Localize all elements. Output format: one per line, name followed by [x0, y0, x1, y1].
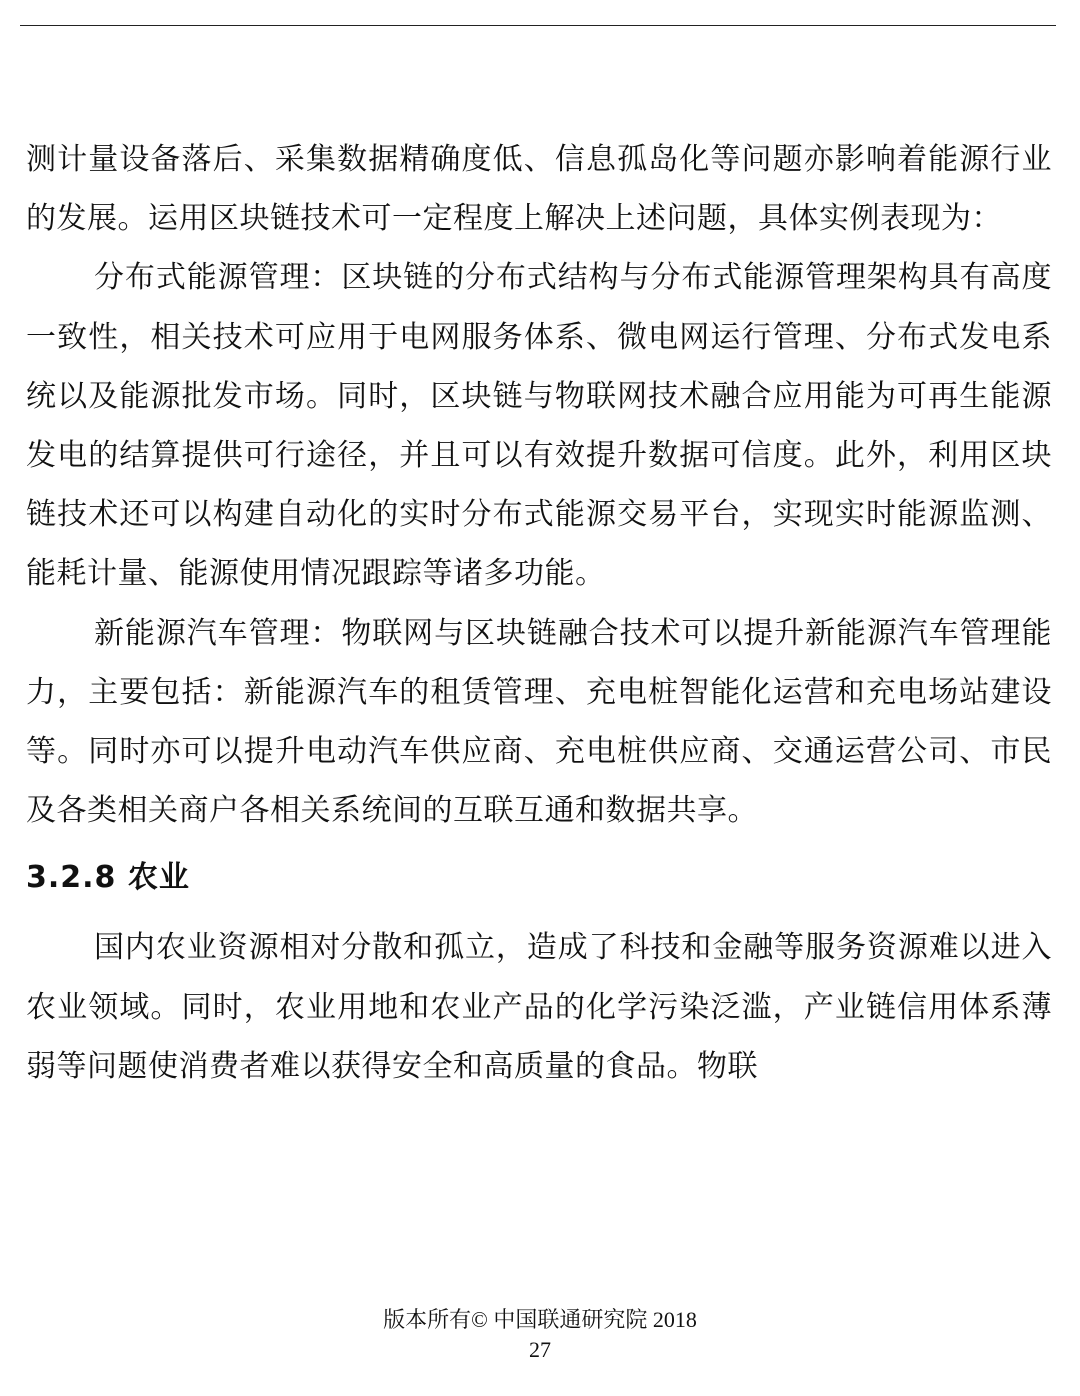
paragraph-energy-issues: 测计量设备落后、采集数据精确度低、信息孤岛化等问题亦影响着能源行业的发展。运用区块链技术可一定程度上解决上述问题，具体实例表现为： [26, 142, 1052, 237]
page-footer [0, 1305, 1080, 1365]
copyright-text: 版本所有© 中国联通研究院 2018 [383, 1307, 697, 1332]
header-rule [20, 25, 1056, 26]
paragraph-agriculture: 国内农业资源相对分散和孤立，造成了科技和金融等服务资源难以进入农业领域。同时，农业用地和农业产品的化学污染泛滥，产业链信用体系薄弱等问题使消费者难以获得安全和高质量的食品。物联 [26, 930, 1052, 1084]
page-number: 27 [529, 1337, 551, 1362]
document-body [26, 130, 1052, 1096]
section-heading-agriculture: 3.2.8 农业 [26, 860, 190, 896]
paragraph-new-energy-vehicles: 新能源汽车管理：物联网与区块链融合技术可以提升新能源汽车管理能力，主要包括：新能源汽车的租赁管理、充电桩智能化运营和充电场站建设等。同时亦可以提升电动汽车供应商、充电桩供应商、交通运营公司、市民及各类相关商户各相关系统间的互联互通和数据共享。 [26, 615, 1052, 829]
paragraph-distributed-energy: 分布式能源管理：区块链的分布式结构与分布式能源管理架构具有高度一致性，相关技术可应用于电网服务体系、微电网运行管理、分布式发电系统以及能源批发市场。同时，区块链与物联网技术融合应用能为可再生能源发电的结算提供可行途径，并且可以有效提升数据可信度。此外，利用区块链技术还可以构建自动化的实时分布式能源交易平台，实现实时能源监测、能耗计量、能源使用情况跟踪等诸多功能。 [26, 260, 1052, 592]
